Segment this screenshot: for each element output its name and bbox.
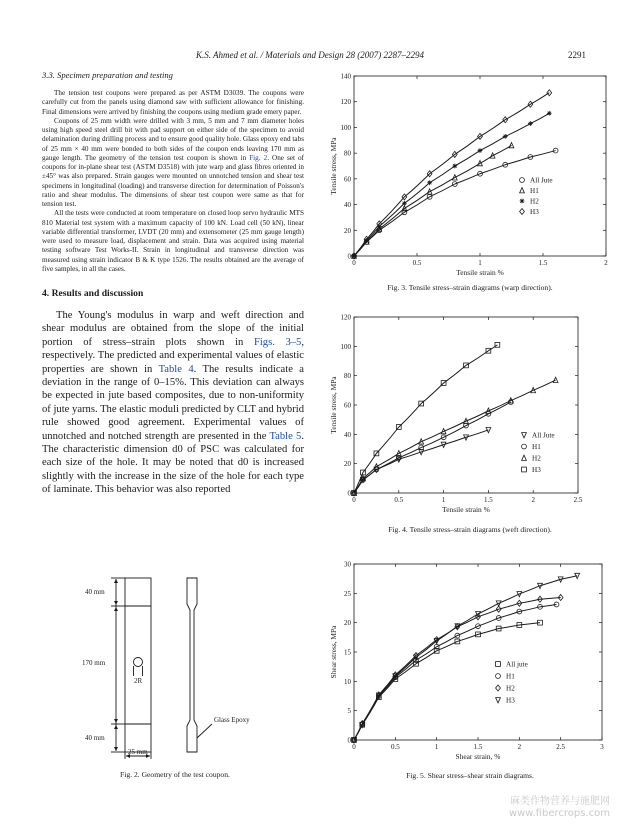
- x-tick-label: 0.5: [412, 259, 422, 267]
- series-h1: [352, 400, 514, 496]
- data-point: [503, 134, 508, 139]
- x-tick-label: 1: [478, 259, 482, 267]
- text-run: Coupons of 25 mm width were drilled with 3 mm, 5 mm and 7 mm diameter holes using high speed steel drill bit with pad support on either side of the specimen to avoid delamination during drilling process and to ensure good quality hole. Glass epoxy end tabs of 25 mm × 40 mm were bonded to both sides of the coupon ends leaving 170 mm as gauge length. The geometry of the tension test coupon is shown in: [42, 116, 304, 162]
- series-all-jute: [352, 620, 543, 742]
- page-number: 2291: [568, 50, 586, 60]
- watermark-line: www.fibercrops.com: [508, 808, 610, 819]
- legend-marker: [520, 199, 525, 204]
- text-run: , respectively. The predicted and experimental values of elastic properties are shown in: [42, 336, 304, 375]
- x-tick-label: 2: [517, 743, 522, 751]
- figure-4-caption: Fig. 4. Tensile stress–strain diagrams (weft direction).: [388, 525, 552, 534]
- legend-label: H1: [530, 187, 539, 195]
- y-tick-label: 40: [344, 430, 351, 439]
- plot-frame: [354, 564, 602, 740]
- dimension-label-width: 25 mm: [128, 748, 148, 756]
- series-line: [354, 597, 561, 740]
- plot-frame: [354, 317, 578, 493]
- legend-marker: [520, 188, 525, 193]
- watermark-line: 麻类作物营养与施肥网: [510, 796, 610, 807]
- legend-label: H3: [532, 466, 541, 474]
- x-tick-label: 3: [600, 743, 604, 751]
- y-tick-label: 5: [347, 707, 351, 716]
- data-point: [547, 90, 552, 96]
- y-tick-label: 25: [344, 589, 351, 598]
- legend-label: H1: [532, 443, 541, 451]
- legend-marker: [496, 662, 501, 667]
- y-tick-label: 20: [344, 619, 351, 628]
- series-all-jute: [352, 428, 491, 496]
- legend-marker: [520, 178, 525, 183]
- dimension-label-top: 40 mm: [85, 588, 105, 596]
- x-tick-label: 2: [604, 259, 608, 267]
- y-tick-label: 60: [344, 401, 351, 410]
- chart-figure-4: [318, 309, 610, 523]
- x-axis-label: Shear strain, %: [455, 752, 501, 761]
- legend-marker: [496, 698, 501, 703]
- x-tick-label: 0.5: [394, 496, 404, 504]
- legend-label: All Jute: [532, 431, 555, 440]
- y-tick-label: 80: [344, 149, 351, 158]
- paragraph: [42, 117, 304, 210]
- paragraph: All the tests were conducted at room temperature on closed loop servo hydraulic MTS 810 Material test system with a maximum capacity of 100 kN. Load cell (50 kN), linear variable differential transformer, LVDT (20 mm) and extensometer (25 mm gauge length) were used to measure load, displacement and strain. Data was acquired using material testing software Test Works-II. Strain in longitudinal and transverse direction was measured using strain indicator B & K type 1526. The results obtained are the average of five samples, in all the cases.: [42, 209, 304, 273]
- x-tick-label: 0: [352, 496, 356, 504]
- data-point: [452, 164, 457, 169]
- glass-epoxy-label: Glass Epoxy: [214, 716, 250, 724]
- series-line: [354, 623, 540, 740]
- series-h1: [352, 143, 514, 259]
- legend-label: All jute: [506, 660, 528, 669]
- table-link[interactable]: Table 5: [269, 430, 302, 442]
- x-tick-label: 2.5: [573, 496, 583, 504]
- legend-marker: [496, 685, 501, 691]
- y-axis-label: Tensile stress, MPa: [329, 137, 338, 195]
- legend-marker: [520, 209, 525, 215]
- x-tick-label: 0.5: [390, 743, 400, 751]
- figure-3-caption: Fig. 3. Tensile stress–strain diagrams (warp direction).: [387, 283, 553, 292]
- y-tick-label: 120: [340, 98, 351, 107]
- leader-line: [197, 724, 212, 738]
- data-point: [547, 111, 552, 116]
- coupon-geometry-figure: [80, 572, 280, 762]
- series-h1: [352, 602, 559, 742]
- coupon-side-view: [187, 578, 197, 752]
- x-axis-label: Tensile strain %: [456, 268, 504, 276]
- paragraph: [42, 309, 304, 497]
- x-tick-label: 0: [352, 743, 356, 751]
- y-tick-label: 140: [340, 72, 351, 81]
- y-tick-label: 40: [344, 201, 351, 210]
- dimension-label-gauge: 170 mm: [82, 659, 106, 667]
- legend-label: All Jute: [530, 176, 553, 185]
- data-point: [427, 180, 432, 185]
- figure-link[interactable]: Figs. 3–5: [253, 336, 302, 348]
- x-tick-label: 0: [352, 259, 356, 267]
- legend-marker: [522, 455, 527, 460]
- y-tick-label: 20: [344, 460, 351, 469]
- x-tick-label: 1: [441, 496, 446, 504]
- x-tick-label: 1: [434, 743, 439, 751]
- legend-label: H1: [506, 672, 515, 681]
- series-line: [354, 113, 549, 256]
- data-point: [509, 143, 514, 148]
- x-tick-label: 1.5: [484, 496, 493, 504]
- series-h2: [352, 594, 563, 743]
- coupon-front-outline: [125, 578, 151, 752]
- series-h3: [352, 342, 500, 495]
- y-tick-label: 10: [344, 677, 351, 686]
- legend-label: H3: [530, 208, 539, 216]
- y-tick-label: 0: [347, 489, 351, 498]
- series-line: [354, 576, 577, 740]
- figure-link[interactable]: Fig. 2: [249, 153, 268, 162]
- x-tick-label: 1.5: [538, 259, 548, 267]
- data-point: [553, 377, 558, 382]
- x-tick-label: 2: [531, 496, 535, 504]
- y-tick-label: 100: [340, 342, 351, 351]
- legend-label: H2: [506, 684, 515, 693]
- y-tick-label: 120: [340, 313, 351, 322]
- x-axis-label: Tensile strain %: [442, 505, 490, 514]
- legend-marker: [522, 444, 527, 449]
- series-h2: [352, 377, 558, 495]
- chart-figure-3: [318, 70, 610, 276]
- paragraph: The tension test coupons were prepared as per ASTM D3039. The coupons were carefully cut from the panels using diamond saw with sufficient allowance for finishing. Final dimensions were arrived by finishing the coupons using medium grade emery paper.: [42, 89, 304, 116]
- y-tick-label: 80: [344, 372, 351, 381]
- legend-marker: [522, 467, 527, 472]
- series-line: [354, 380, 556, 493]
- x-tick-label: 2.5: [556, 743, 566, 751]
- running-header: K.S. Ahmed et al. / Materials and Design 28 (2007) 2287–2294: [195, 50, 425, 60]
- y-tick-label: 15: [344, 648, 351, 657]
- dimension-label-bottom: 40 mm: [85, 734, 105, 742]
- figure-5-caption: Fig. 5. Shear stress–shear strain diagrams.: [406, 771, 534, 780]
- table-link[interactable]: Table 4: [158, 363, 194, 375]
- y-tick-label: 100: [340, 123, 351, 132]
- legend-label: H3: [506, 696, 515, 705]
- text-run: . The results indicate a deviation in the range of 0–15%. This deviation can always be expected in jute based composites, due to non-uniformity of jute yarns. The elastic moduli predicted by CLT and hybrid rule showed good agreement. Experimental values of unnotched and notched strength are presented in the: [42, 363, 304, 442]
- text-run: . One set of coupons for in-plane shear test (ASTM D3518) with jute warp and glass fibres oriented in ±45° was also prepared. Strain gauges were mounted on unnotched tension and shear test specimens in longitudinal (loading) and transverse direction for determination of Poisson's ratio and shear modulus. The dimensions of shear test coupon were same as that for tension test.: [42, 153, 304, 208]
- section-heading-3-3: 3.3. Specimen preparation and testing: [42, 70, 173, 80]
- legend-label: H2: [530, 197, 539, 206]
- section-heading-4: 4. Results and discussion: [42, 288, 144, 299]
- y-axis-label: Tensile stress, MPa: [329, 376, 338, 434]
- y-tick-label: 60: [344, 175, 351, 184]
- y-tick-label: 0: [347, 252, 351, 261]
- series-line: [354, 93, 549, 256]
- legend-marker: [496, 674, 501, 679]
- data-point: [402, 201, 407, 206]
- series-line: [354, 145, 512, 256]
- y-tick-label: 0: [347, 736, 351, 745]
- y-tick-label: 20: [344, 226, 351, 235]
- chart-figure-5: [318, 556, 610, 766]
- y-axis-label: Shear stress, MPa: [329, 625, 338, 679]
- figure-2-caption: Fig. 2. Geometry of the test coupon.: [120, 770, 230, 779]
- left-column: [42, 70, 304, 497]
- y-tick-label: 30: [344, 560, 351, 569]
- legend-marker: [522, 433, 527, 438]
- legend-label: H2: [532, 454, 541, 463]
- data-point: [528, 121, 533, 126]
- series-h2: [352, 111, 552, 259]
- text-run: . The characteristic dimension d0 of PSC was calculated for each size of the hole. It may be noted that d0 is increased slightly with the increase in the size of the hole for each type of laminate. This behavior was also reported: [42, 430, 304, 496]
- x-tick-label: 1.5: [473, 743, 483, 751]
- hole-outline: [134, 658, 143, 667]
- series-h3: [352, 90, 552, 259]
- watermark: [509, 796, 610, 820]
- text-run: The Young's modulus in warp and weft direction and shear modulus are obtained from the slope of the initial portion of stress–strain plots shown in: [42, 310, 304, 348]
- dimension-label-hole: 2R: [134, 677, 143, 685]
